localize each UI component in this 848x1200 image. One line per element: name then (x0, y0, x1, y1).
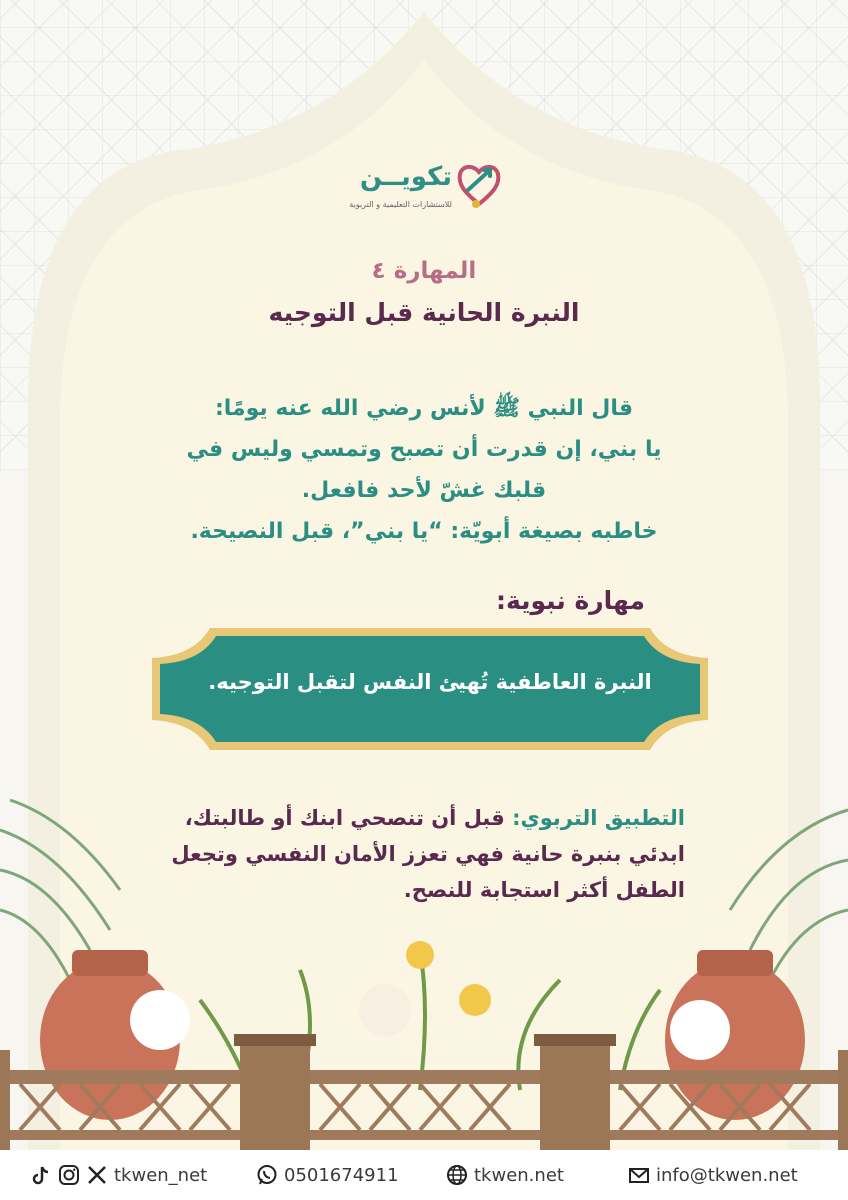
whatsapp-icon (256, 1164, 278, 1186)
application-text: قبل أن تنصحي ابنك أو طالبتك، (184, 806, 513, 830)
hadith-line: خاطبه بصيغة أبويّة: “يا بني”، قبل النصيحة. (190, 519, 658, 544)
social-links[interactable] (30, 1164, 207, 1186)
phone-number: 0501674911 (284, 1164, 399, 1186)
tiktok-icon[interactable] (30, 1164, 52, 1186)
website-link[interactable] (446, 1164, 564, 1186)
garden-illustration (0, 790, 848, 1160)
email-address: info@tkwen.net (656, 1164, 798, 1186)
globe-icon (446, 1164, 468, 1186)
mail-icon (628, 1164, 650, 1186)
x-icon[interactable] (86, 1164, 108, 1186)
application-line: الطفل أكثر استجابة للنصح. (403, 878, 685, 902)
footer-bar (0, 1150, 848, 1200)
hadith-line: قال النبي ﷺ لأنس رضي الله عنه يومًا: (214, 396, 634, 421)
logo-mark-icon (456, 160, 502, 210)
logo-name: تكويــن (359, 162, 452, 192)
social-handle: tkwen_net (114, 1164, 208, 1186)
email-link[interactable] (628, 1164, 798, 1186)
skill-number: المهارة ٤ (371, 258, 477, 284)
phone-contact[interactable] (256, 1164, 399, 1186)
prophetic-skill-label: مهارة نبوية: (495, 586, 645, 615)
hadith-line: قلبك غشّ لأحد فافعل. (301, 478, 547, 503)
skill-title: النبرة الحانية قبل التوجيه (268, 298, 580, 327)
banner-text: النبرة العاطفية تُهيئ النفس لتقبل التوجيه. (208, 670, 652, 694)
application-label: التطبيق التربوي: (512, 806, 685, 830)
logo-tagline: للاستشارات التعليمية و التربوية (349, 200, 452, 209)
hadith-text (0, 388, 848, 552)
instagram-icon[interactable] (58, 1164, 80, 1186)
website-url: tkwen.net (474, 1164, 564, 1186)
hadith-line: يا بني، إن قدرت أن تصبح وتمسي وليس في (186, 437, 662, 462)
logo (349, 160, 502, 220)
application-line: ابدئي بنبرة حانية فهي تعزز الأمان النفسي وتجعل (171, 842, 685, 866)
